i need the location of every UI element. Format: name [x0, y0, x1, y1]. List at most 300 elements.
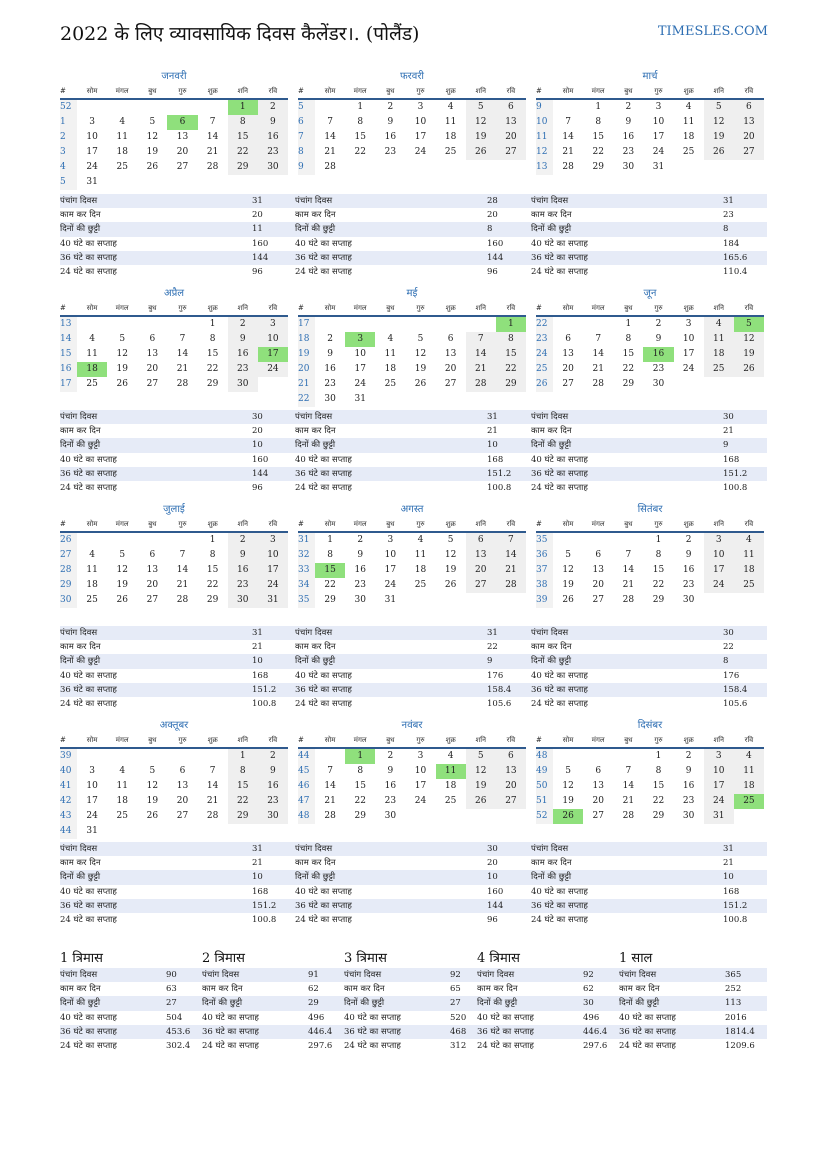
- day-cell[interactable]: [405, 809, 435, 824]
- day-cell[interactable]: 6: [149, 550, 156, 560]
- day-cell[interactable]: 26: [562, 595, 574, 605]
- day-cell[interactable]: 7: [565, 117, 571, 127]
- day-cell[interactable]: 4: [447, 102, 454, 112]
- day-cell[interactable]: 18: [444, 132, 457, 142]
- day-cell[interactable]: 30: [682, 811, 695, 821]
- day-cell[interactable]: [734, 377, 764, 392]
- day-cell[interactable]: 15: [315, 563, 345, 578]
- day-cell[interactable]: 3: [89, 117, 95, 127]
- day-cell[interactable]: [466, 317, 496, 332]
- day-cell[interactable]: 16: [682, 781, 695, 791]
- day-cell[interactable]: 6: [496, 749, 526, 764]
- day-cell[interactable]: 10: [652, 117, 665, 127]
- day-cell[interactable]: 23: [354, 580, 366, 590]
- day-cell[interactable]: 22: [228, 794, 258, 809]
- day-cell[interactable]: 7: [209, 766, 216, 776]
- day-cell[interactable]: 25: [116, 162, 128, 172]
- day-cell[interactable]: 1: [595, 102, 602, 112]
- day-cell[interactable]: 26: [414, 379, 427, 389]
- day-cell[interactable]: 16: [228, 563, 258, 578]
- day-cell[interactable]: 17: [682, 349, 695, 359]
- day-cell[interactable]: 14: [206, 132, 219, 142]
- day-cell[interactable]: 9: [228, 548, 258, 563]
- day-cell[interactable]: 28: [592, 379, 604, 389]
- day-cell[interactable]: 1: [655, 535, 662, 545]
- day-cell[interactable]: 28: [324, 162, 336, 172]
- day-cell[interactable]: 16: [682, 565, 695, 575]
- day-cell[interactable]: 12: [704, 115, 734, 130]
- day-cell[interactable]: 8: [496, 332, 526, 347]
- day-cell[interactable]: 29: [228, 160, 258, 175]
- day-cell[interactable]: 15: [622, 349, 635, 359]
- day-cell[interactable]: 18: [414, 565, 427, 575]
- day-cell[interactable]: 22: [324, 580, 336, 590]
- day-cell[interactable]: 10: [414, 766, 427, 776]
- day-cell[interactable]: 31: [354, 394, 366, 404]
- day-cell[interactable]: 17: [704, 563, 734, 578]
- day-cell[interactable]: 28: [206, 162, 219, 172]
- day-cell[interactable]: 30: [384, 811, 397, 821]
- day-cell[interactable]: 6: [565, 334, 571, 344]
- day-cell[interactable]: 25: [704, 362, 734, 377]
- day-cell[interactable]: 11: [414, 550, 427, 560]
- day-cell[interactable]: 1: [228, 100, 258, 115]
- day-cell[interactable]: 21: [206, 147, 219, 157]
- day-cell[interactable]: 4: [89, 334, 95, 344]
- day-cell[interactable]: 21: [206, 796, 219, 806]
- day-cell[interactable]: 28: [206, 811, 219, 821]
- day-cell[interactable]: 14: [324, 781, 336, 791]
- day-cell[interactable]: 16: [228, 347, 258, 362]
- day-cell[interactable]: 27: [176, 162, 189, 172]
- day-cell[interactable]: [198, 749, 228, 764]
- day-cell[interactable]: 4: [417, 535, 424, 545]
- day-cell[interactable]: 1: [209, 535, 216, 545]
- day-cell[interactable]: 2: [228, 317, 258, 332]
- day-cell[interactable]: 11: [436, 764, 466, 779]
- day-cell[interactable]: 12: [562, 565, 574, 575]
- day-cell[interactable]: 26: [466, 794, 496, 809]
- day-cell[interactable]: 30: [258, 160, 288, 175]
- day-cell[interactable]: 18: [734, 779, 764, 794]
- day-cell[interactable]: 14: [496, 548, 526, 563]
- day-cell[interactable]: 7: [496, 533, 526, 548]
- day-cell[interactable]: 26: [734, 362, 764, 377]
- day-cell[interactable]: 23: [258, 794, 288, 809]
- day-cell[interactable]: 13: [496, 764, 526, 779]
- day-cell[interactable]: 14: [206, 781, 219, 791]
- day-cell[interactable]: 25: [734, 794, 764, 809]
- day-cell[interactable]: 6: [595, 766, 602, 776]
- day-cell[interactable]: 26: [116, 379, 128, 389]
- day-cell[interactable]: 16: [384, 132, 397, 142]
- day-cell[interactable]: 6: [167, 115, 197, 130]
- day-cell[interactable]: [107, 175, 137, 190]
- day-cell[interactable]: 23: [384, 796, 397, 806]
- day-cell[interactable]: [258, 824, 288, 839]
- day-cell[interactable]: 4: [447, 751, 454, 761]
- day-cell[interactable]: 30: [682, 595, 695, 605]
- site-logo[interactable]: TIMESLES.COM: [657, 24, 768, 39]
- day-cell[interactable]: 15: [206, 349, 219, 359]
- day-cell[interactable]: 16: [324, 364, 336, 374]
- day-cell[interactable]: 19: [562, 580, 574, 590]
- day-cell[interactable]: 19: [734, 347, 764, 362]
- day-cell[interactable]: 23: [682, 796, 695, 806]
- day-cell[interactable]: [345, 317, 375, 332]
- day-cell[interactable]: 19: [466, 779, 496, 794]
- day-cell[interactable]: 25: [414, 580, 427, 590]
- day-cell[interactable]: 10: [86, 132, 98, 142]
- day-cell[interactable]: 5: [565, 766, 571, 776]
- day-cell[interactable]: 9: [327, 349, 333, 359]
- day-cell[interactable]: 12: [116, 565, 128, 575]
- day-cell[interactable]: 1: [228, 749, 258, 764]
- day-cell[interactable]: 15: [206, 565, 219, 575]
- day-cell[interactable]: 27: [176, 811, 189, 821]
- day-cell[interactable]: [315, 749, 345, 764]
- day-cell[interactable]: 8: [228, 115, 258, 130]
- day-cell[interactable]: [583, 317, 613, 332]
- day-cell[interactable]: 23: [258, 145, 288, 160]
- day-cell[interactable]: [734, 160, 764, 175]
- day-cell[interactable]: 11: [444, 117, 457, 127]
- day-cell[interactable]: 17: [86, 796, 98, 806]
- day-cell[interactable]: [436, 392, 466, 407]
- day-cell[interactable]: 6: [595, 550, 602, 560]
- day-cell[interactable]: 13: [146, 349, 159, 359]
- day-cell[interactable]: 18: [444, 781, 457, 791]
- day-cell[interactable]: 5: [417, 334, 424, 344]
- day-cell[interactable]: [77, 317, 107, 332]
- day-cell[interactable]: 15: [592, 132, 604, 142]
- day-cell[interactable]: 22: [652, 580, 665, 590]
- day-cell[interactable]: 18: [384, 364, 397, 374]
- day-cell[interactable]: 22: [354, 147, 366, 157]
- day-cell[interactable]: 27: [444, 379, 457, 389]
- day-cell[interactable]: 29: [652, 811, 665, 821]
- day-cell[interactable]: 19: [116, 580, 128, 590]
- day-cell[interactable]: [704, 593, 734, 608]
- day-cell[interactable]: 28: [496, 578, 526, 593]
- day-cell[interactable]: 23: [228, 578, 258, 593]
- day-cell[interactable]: 1: [655, 751, 662, 761]
- day-cell[interactable]: [315, 317, 345, 332]
- day-cell[interactable]: 19: [704, 130, 734, 145]
- day-cell[interactable]: 17: [258, 347, 288, 362]
- day-cell[interactable]: 4: [734, 533, 764, 548]
- day-cell[interactable]: 13: [176, 781, 189, 791]
- day-cell[interactable]: 10: [384, 550, 397, 560]
- day-cell[interactable]: 26: [146, 162, 159, 172]
- day-cell[interactable]: 7: [625, 550, 632, 560]
- day-cell[interactable]: [137, 533, 167, 548]
- day-cell[interactable]: [137, 824, 167, 839]
- day-cell[interactable]: 21: [622, 796, 635, 806]
- day-cell[interactable]: 10: [414, 117, 427, 127]
- day-cell[interactable]: 14: [176, 565, 189, 575]
- day-cell[interactable]: 23: [228, 362, 258, 377]
- day-cell[interactable]: 20: [496, 779, 526, 794]
- day-cell[interactable]: 29: [354, 811, 366, 821]
- day-cell[interactable]: 12: [734, 332, 764, 347]
- day-cell[interactable]: 9: [258, 764, 288, 779]
- day-cell[interactable]: 21: [176, 580, 189, 590]
- day-cell[interactable]: [228, 175, 258, 190]
- day-cell[interactable]: 9: [387, 117, 394, 127]
- day-cell[interactable]: 3: [345, 332, 375, 347]
- day-cell[interactable]: [496, 392, 526, 407]
- day-cell[interactable]: [405, 593, 435, 608]
- day-cell[interactable]: 3: [417, 751, 424, 761]
- day-cell[interactable]: 20: [444, 364, 457, 374]
- day-cell[interactable]: [137, 749, 167, 764]
- day-cell[interactable]: 28: [622, 811, 635, 821]
- day-cell[interactable]: 24: [86, 811, 98, 821]
- day-cell[interactable]: 11: [704, 332, 734, 347]
- day-cell[interactable]: 24: [704, 578, 734, 593]
- day-cell[interactable]: 7: [327, 117, 333, 127]
- day-cell[interactable]: [167, 317, 197, 332]
- day-cell[interactable]: [77, 749, 107, 764]
- day-cell[interactable]: 30: [228, 377, 258, 392]
- day-cell[interactable]: 5: [149, 117, 156, 127]
- day-cell[interactable]: 6: [734, 100, 764, 115]
- day-cell[interactable]: [405, 317, 435, 332]
- day-cell[interactable]: 11: [116, 781, 128, 791]
- day-cell[interactable]: 21: [562, 147, 574, 157]
- day-cell[interactable]: 29: [228, 809, 258, 824]
- day-cell[interactable]: 29: [496, 377, 526, 392]
- day-cell[interactable]: [405, 160, 435, 175]
- day-cell[interactable]: 28: [466, 377, 496, 392]
- day-cell[interactable]: 13: [562, 349, 574, 359]
- day-cell[interactable]: 23: [622, 147, 635, 157]
- day-cell[interactable]: 1: [357, 102, 364, 112]
- day-cell[interactable]: [436, 809, 466, 824]
- day-cell[interactable]: 19: [562, 796, 574, 806]
- day-cell[interactable]: 26: [466, 145, 496, 160]
- day-cell[interactable]: 2: [327, 334, 333, 344]
- day-cell[interactable]: 5: [447, 535, 454, 545]
- day-cell[interactable]: [375, 160, 405, 175]
- day-cell[interactable]: 18: [734, 563, 764, 578]
- day-cell[interactable]: [198, 175, 228, 190]
- day-cell[interactable]: 19: [146, 147, 159, 157]
- day-cell[interactable]: 10: [354, 349, 366, 359]
- day-cell[interactable]: 8: [228, 764, 258, 779]
- day-cell[interactable]: 23: [682, 580, 695, 590]
- day-cell[interactable]: 19: [466, 130, 496, 145]
- day-cell[interactable]: 9: [387, 766, 394, 776]
- day-cell[interactable]: 6: [496, 100, 526, 115]
- day-cell[interactable]: 6: [447, 334, 454, 344]
- day-cell[interactable]: 4: [387, 334, 394, 344]
- day-cell[interactable]: 13: [734, 115, 764, 130]
- day-cell[interactable]: [496, 160, 526, 175]
- day-cell[interactable]: 25: [86, 379, 98, 389]
- day-cell[interactable]: 12: [146, 132, 159, 142]
- day-cell[interactable]: 26: [704, 145, 734, 160]
- day-cell[interactable]: 19: [146, 796, 159, 806]
- day-cell[interactable]: 24: [652, 147, 665, 157]
- day-cell[interactable]: 23: [384, 147, 397, 157]
- day-cell[interactable]: [198, 824, 228, 839]
- day-cell[interactable]: [553, 100, 583, 115]
- day-cell[interactable]: 29: [622, 379, 635, 389]
- day-cell[interactable]: 28: [324, 811, 336, 821]
- day-cell[interactable]: 27: [496, 145, 526, 160]
- day-cell[interactable]: 9: [655, 334, 662, 344]
- day-cell[interactable]: 3: [704, 749, 734, 764]
- day-cell[interactable]: 31: [86, 826, 98, 836]
- day-cell[interactable]: 5: [119, 550, 126, 560]
- day-cell[interactable]: 12: [562, 781, 574, 791]
- day-cell[interactable]: 13: [444, 349, 457, 359]
- day-cell[interactable]: 22: [622, 364, 635, 374]
- day-cell[interactable]: 11: [384, 349, 397, 359]
- day-cell[interactable]: [496, 809, 526, 824]
- day-cell[interactable]: 29: [206, 595, 219, 605]
- day-cell[interactable]: 28: [622, 595, 635, 605]
- day-cell[interactable]: [77, 100, 107, 115]
- day-cell[interactable]: 19: [116, 364, 128, 374]
- day-cell[interactable]: 3: [685, 319, 692, 329]
- day-cell[interactable]: 30: [258, 809, 288, 824]
- day-cell[interactable]: 13: [466, 548, 496, 563]
- day-cell[interactable]: 27: [592, 595, 604, 605]
- day-cell[interactable]: 19: [444, 565, 457, 575]
- day-cell[interactable]: [315, 100, 345, 115]
- day-cell[interactable]: 2: [387, 102, 394, 112]
- day-cell[interactable]: 8: [209, 334, 216, 344]
- day-cell[interactable]: 23: [324, 379, 336, 389]
- day-cell[interactable]: [167, 749, 197, 764]
- day-cell[interactable]: 14: [622, 565, 635, 575]
- day-cell[interactable]: 15: [354, 132, 366, 142]
- day-cell[interactable]: 31: [704, 809, 734, 824]
- day-cell[interactable]: 19: [414, 364, 427, 374]
- day-cell[interactable]: [258, 175, 288, 190]
- day-cell[interactable]: 9: [685, 766, 692, 776]
- day-cell[interactable]: 13: [592, 781, 604, 791]
- day-cell[interactable]: 25: [444, 796, 457, 806]
- day-cell[interactable]: 7: [595, 334, 602, 344]
- day-cell[interactable]: 13: [176, 132, 189, 142]
- day-cell[interactable]: 26: [444, 580, 457, 590]
- day-cell[interactable]: 20: [496, 130, 526, 145]
- day-cell[interactable]: 25: [384, 379, 397, 389]
- day-cell[interactable]: 20: [562, 364, 574, 374]
- day-cell[interactable]: 7: [327, 766, 333, 776]
- day-cell[interactable]: 17: [652, 132, 665, 142]
- day-cell[interactable]: 18: [704, 347, 734, 362]
- day-cell[interactable]: 4: [704, 317, 734, 332]
- day-cell[interactable]: [553, 533, 583, 548]
- day-cell[interactable]: [405, 392, 435, 407]
- day-cell[interactable]: 2: [625, 102, 632, 112]
- day-cell[interactable]: 2: [685, 751, 692, 761]
- day-cell[interactable]: [674, 377, 704, 392]
- day-cell[interactable]: 26: [116, 595, 128, 605]
- day-cell[interactable]: 17: [704, 779, 734, 794]
- day-cell[interactable]: 14: [176, 349, 189, 359]
- day-cell[interactable]: 27: [592, 811, 604, 821]
- day-cell[interactable]: 20: [466, 563, 496, 578]
- day-cell[interactable]: [345, 160, 375, 175]
- day-cell[interactable]: 30: [354, 595, 366, 605]
- day-cell[interactable]: 31: [258, 593, 288, 608]
- day-cell[interactable]: 28: [562, 162, 574, 172]
- day-cell[interactable]: 16: [258, 779, 288, 794]
- day-cell[interactable]: 21: [622, 580, 635, 590]
- day-cell[interactable]: 3: [387, 535, 394, 545]
- day-cell[interactable]: 14: [592, 349, 604, 359]
- day-cell[interactable]: 12: [414, 349, 427, 359]
- day-cell[interactable]: [583, 533, 613, 548]
- day-cell[interactable]: 2: [228, 533, 258, 548]
- day-cell[interactable]: 17: [414, 781, 427, 791]
- day-cell[interactable]: 21: [324, 147, 336, 157]
- day-cell[interactable]: 15: [652, 781, 665, 791]
- day-cell[interactable]: 10: [258, 548, 288, 563]
- day-cell[interactable]: [137, 317, 167, 332]
- day-cell[interactable]: [613, 533, 643, 548]
- day-cell[interactable]: [466, 809, 496, 824]
- day-cell[interactable]: 16: [622, 132, 635, 142]
- day-cell[interactable]: 22: [496, 362, 526, 377]
- day-cell[interactable]: [107, 100, 137, 115]
- day-cell[interactable]: 17: [86, 147, 98, 157]
- day-cell[interactable]: 2: [258, 100, 288, 115]
- day-cell[interactable]: 16: [643, 347, 673, 362]
- day-cell[interactable]: 24: [384, 580, 397, 590]
- day-cell[interactable]: 18: [116, 796, 128, 806]
- day-cell[interactable]: 30: [622, 162, 635, 172]
- day-cell[interactable]: 22: [228, 145, 258, 160]
- day-cell[interactable]: 23: [652, 364, 665, 374]
- day-cell[interactable]: 15: [652, 565, 665, 575]
- day-cell[interactable]: 2: [387, 751, 394, 761]
- day-cell[interactable]: 11: [86, 349, 98, 359]
- day-cell[interactable]: 20: [734, 130, 764, 145]
- day-cell[interactable]: 5: [704, 100, 734, 115]
- day-cell[interactable]: 31: [86, 177, 98, 187]
- day-cell[interactable]: 20: [146, 364, 159, 374]
- day-cell[interactable]: [734, 809, 764, 824]
- day-cell[interactable]: [734, 593, 764, 608]
- day-cell[interactable]: 30: [652, 379, 665, 389]
- day-cell[interactable]: 22: [652, 796, 665, 806]
- day-cell[interactable]: [107, 533, 137, 548]
- day-cell[interactable]: 13: [496, 115, 526, 130]
- day-cell[interactable]: 11: [734, 764, 764, 779]
- day-cell[interactable]: [107, 824, 137, 839]
- day-cell[interactable]: 15: [496, 347, 526, 362]
- day-cell[interactable]: 27: [562, 379, 574, 389]
- day-cell[interactable]: 1: [209, 319, 216, 329]
- day-cell[interactable]: [583, 749, 613, 764]
- day-cell[interactable]: 8: [625, 334, 632, 344]
- day-cell[interactable]: 17: [258, 563, 288, 578]
- day-cell[interactable]: 18: [116, 147, 128, 157]
- day-cell[interactable]: 27: [734, 145, 764, 160]
- day-cell[interactable]: 11: [116, 132, 128, 142]
- day-cell[interactable]: 2: [655, 319, 662, 329]
- day-cell[interactable]: 24: [86, 162, 98, 172]
- day-cell[interactable]: 9: [357, 550, 364, 560]
- day-cell[interactable]: 8: [655, 766, 662, 776]
